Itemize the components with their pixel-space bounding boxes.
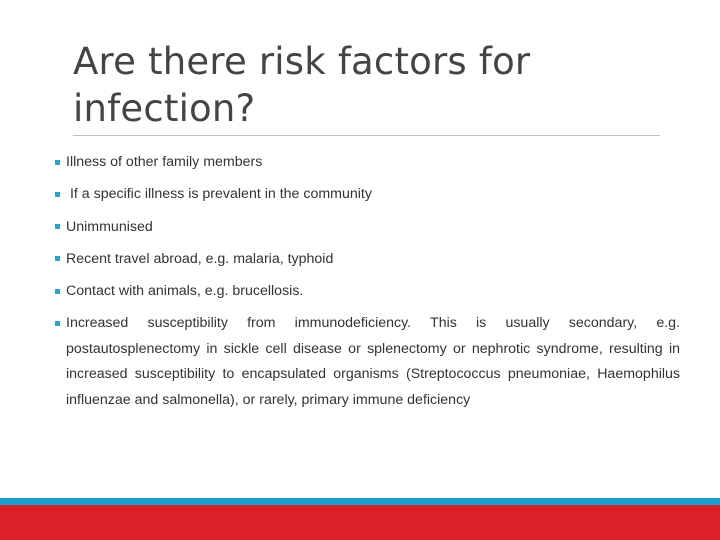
bullet-text: Recent travel abroad, e.g. malaria, typhoid <box>66 250 334 267</box>
bullet-text: If a specific illness is prevalent in the community <box>66 186 372 203</box>
square-bullet-icon <box>55 321 60 326</box>
square-bullet-icon <box>55 224 60 229</box>
bullet-item <box>55 311 680 413</box>
slide-title: Are there risk factors for infection? <box>73 40 531 130</box>
bullet-item <box>55 215 680 241</box>
title-divider <box>73 135 660 136</box>
footer-bar-red <box>0 505 720 540</box>
square-bullet-icon <box>55 256 60 261</box>
bullet-item <box>55 279 680 305</box>
bullet-text: Unimmunised <box>66 218 153 235</box>
bullet-text: Increased susceptibility from immunodeficiency. This is usually secondary, e.g. postautosplenectomy in sickle cell disease or splenectomy or nephrotic syndrome, resulting in increased susceptibility to encapsulated organisms (Streptococcus pneumoniae, Haemophilus influenzae and salmonella), or rarely, primary immune deficiency <box>66 315 680 408</box>
bullet-item <box>55 247 680 273</box>
bullet-item <box>55 182 680 208</box>
bullet-text: Contact with animals, e.g. brucellosis. <box>66 283 304 300</box>
square-bullet-icon <box>55 192 60 197</box>
square-bullet-icon <box>55 289 60 294</box>
footer-stripe-blue <box>0 498 720 505</box>
square-bullet-icon <box>55 160 60 165</box>
bullet-item <box>55 150 680 176</box>
bullet-text: Illness of other family members <box>66 154 263 170</box>
bullet-list <box>55 150 680 420</box>
